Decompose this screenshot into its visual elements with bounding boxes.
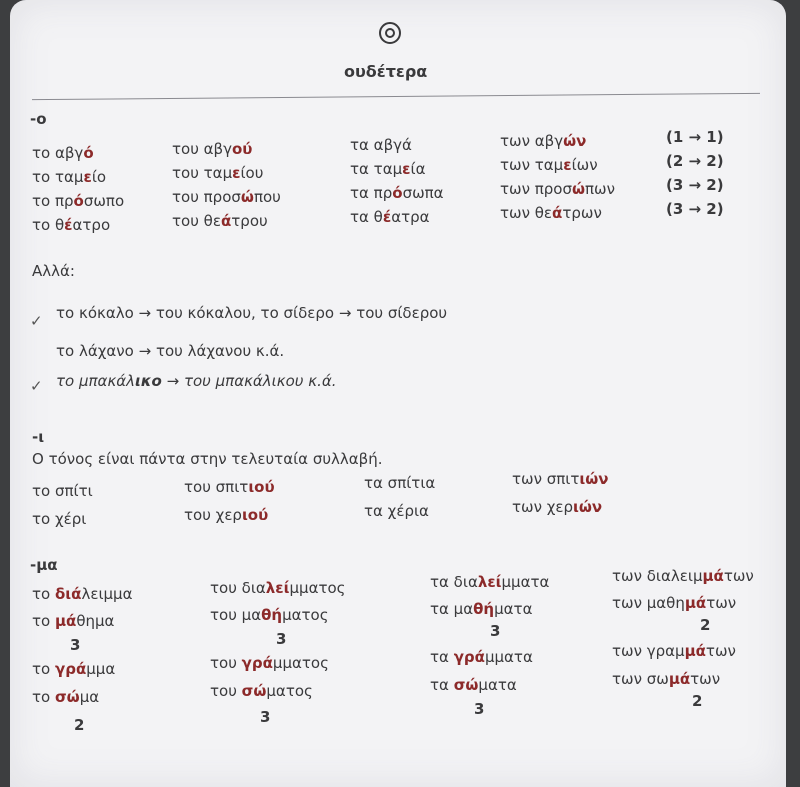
noun-nom-pl: τα σπίτια: [364, 474, 436, 492]
noun-gen-pl: των σπιτιών: [512, 470, 609, 488]
noun-nom-sg: το χέρι: [32, 510, 87, 528]
noun-gen-sg: του μαθήματος: [210, 606, 329, 624]
noun-nom-pl: τα γράμματα: [430, 648, 533, 666]
syllable-count: 2: [700, 616, 711, 634]
syllable-shift: (2 → 2): [666, 152, 724, 170]
textbook-page: [10, 0, 786, 787]
section-label-ma: -μα: [30, 556, 58, 574]
noun-gen-pl: των ταμείων: [500, 156, 598, 174]
noun-gen-pl: των μαθημάτων: [612, 594, 737, 612]
noun-gen-sg: του σπιτιού: [184, 478, 275, 496]
syllable-count: 3: [490, 622, 501, 640]
syllable-count: 2: [74, 716, 85, 734]
noun-gen-sg: του σώματος: [210, 682, 313, 700]
noun-nom-sg: το σπίτι: [32, 482, 93, 500]
divider: [32, 93, 760, 100]
noun-gen-sg: του ταμείου: [172, 164, 264, 182]
noun-nom-sg: το σώμα: [32, 688, 100, 706]
section-label-i: -ι: [32, 428, 45, 446]
noun-nom-pl: τα σώματα: [430, 676, 517, 694]
noun-nom-pl: τα πρόσωπα: [350, 184, 444, 202]
noun-nom-sg: το πρόσωπο: [32, 192, 125, 210]
section-i-note: Ο τόνος είναι πάντα στην τελευταία συλλαβή.: [32, 450, 383, 468]
noun-nom-pl: τα μαθήματα: [430, 600, 533, 618]
noun-gen-pl: των αβγών: [500, 132, 587, 150]
alla-line-2: το λάχανο → του λάχανου κ.ά.: [56, 342, 285, 360]
target-icon: [379, 22, 401, 44]
noun-nom-sg: το διάλειμμα: [32, 585, 133, 603]
noun-gen-pl: των χεριών: [512, 498, 603, 516]
noun-nom-sg: το θέατρο: [32, 216, 111, 234]
alla-line-1: το κόκαλο → του κόκαλου, το σίδερο → του σίδερου: [56, 304, 448, 322]
noun-gen-pl: των θεάτρων: [500, 204, 602, 222]
noun-nom-sg: το γράμμα: [32, 660, 116, 678]
noun-nom-pl: τα χέρια: [364, 502, 429, 520]
noun-gen-pl: των διαλειμμάτων: [612, 567, 754, 585]
check-icon: ✓: [30, 312, 43, 330]
syllable-shift: (3 → 2): [666, 200, 724, 218]
noun-gen-pl: των σωμάτων: [612, 670, 721, 688]
section-label-o: -ο: [30, 110, 47, 128]
noun-nom-sg: το ταμείο: [32, 168, 107, 186]
noun-gen-sg: του θεάτρου: [172, 212, 268, 230]
noun-gen-pl: των προσώπων: [500, 180, 616, 198]
noun-gen-sg: του προσώπου: [172, 188, 281, 206]
alla-label: Αλλά:: [32, 262, 75, 280]
noun-gen-sg: του διαλείμματος: [210, 579, 346, 597]
page-title: ουδέτερα: [344, 62, 428, 81]
noun-nom-pl: τα διαλείμματα: [430, 573, 550, 591]
syllable-count: 3: [260, 708, 271, 726]
noun-gen-sg: του αβγού: [172, 140, 253, 158]
syllable-count: 3: [70, 636, 81, 654]
syllable-count: 3: [474, 700, 485, 718]
syllable-shift: (3 → 2): [666, 176, 724, 194]
noun-nom-sg: το αβγό: [32, 144, 94, 162]
syllable-count: 2: [692, 692, 703, 710]
noun-gen-sg: του χεριού: [184, 506, 269, 524]
noun-gen-sg: του γράμματος: [210, 654, 329, 672]
alla-line-3: το μπακάλικο → του μπακάλικου κ.ά.: [56, 372, 337, 390]
noun-nom-pl: τα αβγά: [350, 136, 412, 154]
syllable-shift: (1 → 1): [666, 128, 724, 146]
noun-gen-pl: των γραμμάτων: [612, 642, 736, 660]
noun-nom-sg: το μάθημα: [32, 612, 115, 630]
syllable-count: 3: [276, 630, 287, 648]
noun-nom-pl: τα θέατρα: [350, 208, 430, 226]
check-icon: ✓: [30, 377, 43, 395]
noun-nom-pl: τα ταμεία: [350, 160, 426, 178]
